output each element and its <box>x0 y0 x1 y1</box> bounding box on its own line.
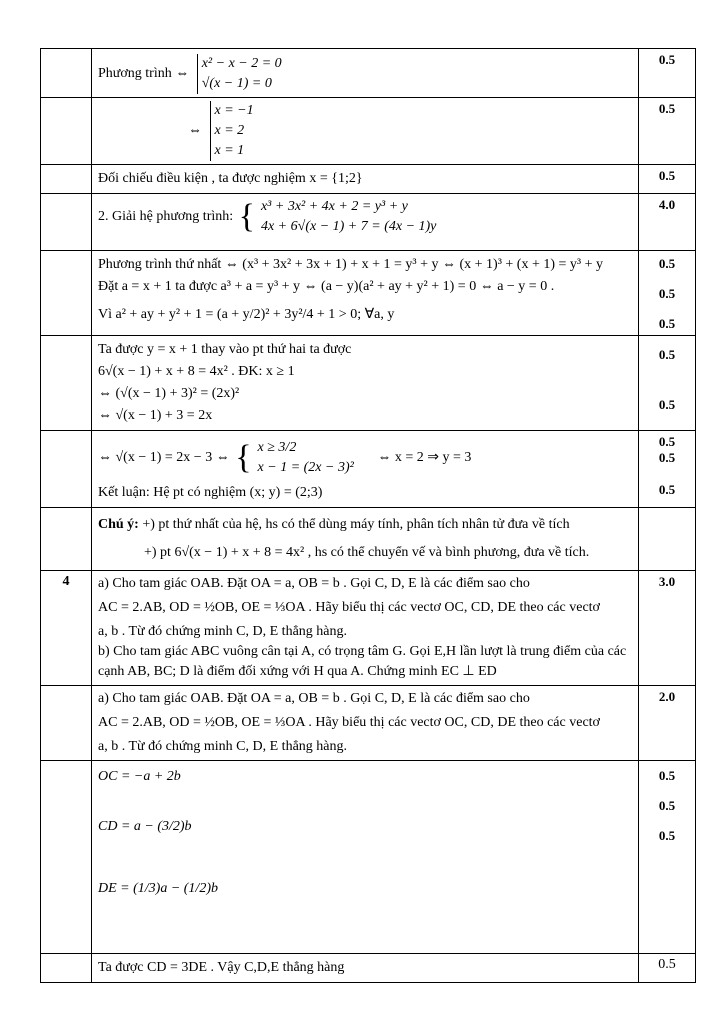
equation: x − 1 = (2x − 3)² <box>257 460 354 475</box>
solution-cell <box>92 761 639 954</box>
problem-text: cạnh AB, BC; D là điểm đối xứng với H qua A. Chứng minh EC ⊥ ED <box>98 664 497 679</box>
note-label: Chú ý: <box>98 517 139 532</box>
problem-text: a) Cho tam giác OAB. Đặt OA = a, OB = b . Gọi C, D, E là các điểm sao cho <box>98 691 530 706</box>
step-text: 6√(x − 1) + x + 8 = 4x² . ĐK: x ≥ 1 <box>98 364 295 379</box>
question-number-cell <box>41 761 92 954</box>
equation: x = 2 <box>214 123 245 138</box>
points-cell <box>639 431 696 508</box>
step-text: ⇔ (√(x − 1) + 3)² = (2x)² <box>98 386 240 401</box>
brace-icon: { <box>238 198 255 235</box>
problem-text: b) Cho tam giác ABC vuông cân tại A, có trọng tâm G. Gọi E,H lần lượt là trung điểm của các <box>98 644 627 659</box>
equation: x = 1 <box>214 143 245 158</box>
points-value: 3.0 <box>658 574 676 589</box>
note-cell <box>92 508 639 571</box>
equation: x³ + 3x² + 4x + 2 = y³ + y <box>260 199 408 214</box>
problem-cell <box>92 686 639 761</box>
points-value: 0.5 <box>658 168 676 183</box>
question-number-cell <box>41 336 92 431</box>
question-number-cell <box>41 251 92 336</box>
step-text: ⇔ √(x − 1) + 3 = 2x <box>98 408 213 423</box>
table-row <box>41 98 696 165</box>
table-row <box>41 508 696 571</box>
problem-text: AC = 2.AB, OD = ½OB, OE = ⅓OA . Hãy biểu thị các vectơ OC, CD, DE theo các vectơ <box>98 715 600 730</box>
problem-cell <box>92 571 639 686</box>
table-row <box>41 336 696 431</box>
table-row <box>41 49 696 98</box>
points-value: 0.5 <box>658 316 676 331</box>
solution-cell <box>92 194 639 251</box>
question-number-cell <box>41 508 92 571</box>
step-text: Vì a² + ay + y² + 1 = (a + y/2)² + 3y²/4 + 1 > 0; ∀a, y <box>98 307 395 322</box>
note-text: +) pt thứ nhất của hệ, hs có thể dùng máy tính, phân tích nhân tử đưa về tích <box>138 517 570 532</box>
table-row <box>41 251 696 336</box>
points-cell <box>639 686 696 761</box>
points-value: 0.5 <box>658 397 676 412</box>
points-cell <box>639 49 696 98</box>
problem-text: a) Cho tam giác OAB. Đặt OA = a, OB = b . Gọi C, D, E là các điểm sao cho <box>98 576 530 591</box>
points-value: 0.5 <box>658 768 676 783</box>
question-number-cell <box>41 194 92 251</box>
table-row <box>41 761 696 954</box>
table-row <box>41 571 696 686</box>
question-number-cell <box>41 98 92 165</box>
equation-system <box>197 54 282 94</box>
step-text: 2. Giải hệ phương trình: <box>98 209 234 225</box>
points-cell <box>639 508 696 571</box>
grading-table <box>40 48 696 983</box>
points-cell <box>639 571 696 686</box>
vector-de: DE = (1/3)a − (1/2)b <box>98 881 218 896</box>
question-number-cell <box>41 686 92 761</box>
points-value: 0.5 <box>658 450 676 465</box>
solution-cell <box>92 49 639 98</box>
problem-text: AC = 2.AB, OD = ½OB, OE = ⅓OA . Hãy biểu thị các vectơ OC, CD, DE theo các vectơ <box>98 600 600 615</box>
solution-cell <box>92 954 639 983</box>
step-text: Phương trình ⇔ <box>98 66 190 82</box>
step-text: Phương trình thứ nhất ⇔ (x³ + 3x² + 3x + 1) + x + 1 = y³ + y ⇔ (x + 1)³ + (x + 1) = y³ + y <box>98 257 604 272</box>
points-value: 0.5 <box>658 52 676 67</box>
points-value: 0.5 <box>658 434 676 449</box>
equation-system <box>257 197 436 237</box>
points-value: 0.5 <box>658 957 676 972</box>
points-cell <box>639 954 696 983</box>
equation: x ≥ 3/2 <box>257 440 297 455</box>
points-value: 0.5 <box>658 101 676 116</box>
equation: x = −1 <box>214 103 254 118</box>
question-number-cell <box>41 431 92 508</box>
points-value: 0.5 <box>658 286 676 301</box>
table-row <box>41 431 696 508</box>
question-number: 4 <box>41 571 92 686</box>
solution-cell <box>92 165 639 194</box>
equation: 4x + 6√(x − 1) + 7 = (4x − 1)y <box>260 219 437 234</box>
step-text: Ta được y = x + 1 thay vào pt thứ hai ta được <box>98 342 352 357</box>
points-value: 2.0 <box>658 689 676 704</box>
step-text: Đối chiếu điều kiện , ta được nghiệm x = {1;2} <box>98 171 363 186</box>
solution-cell <box>92 98 639 165</box>
points-cell <box>639 194 696 251</box>
conclusion-text: Kết luận: Hệ pt có nghiệm (x; y) = (2;3) <box>98 485 323 500</box>
question-number-cell <box>41 165 92 194</box>
points-cell <box>639 761 696 954</box>
table-row <box>41 686 696 761</box>
points-value: 0.5 <box>658 798 676 813</box>
table-row <box>41 954 696 983</box>
points-value: 4.0 <box>658 197 676 212</box>
points-value: 0.5 <box>658 256 676 271</box>
points-value: 0.5 <box>658 347 676 362</box>
points-cell <box>639 98 696 165</box>
step-text: ⇔ √(x − 1) = 2x − 3 ⇔ <box>98 450 230 466</box>
conclusion-text: Ta được CD = 3DE . Vậy C,D,E thẳng hàng <box>98 960 345 975</box>
solution-cell <box>92 251 639 336</box>
table-row <box>41 165 696 194</box>
equation-system <box>210 101 254 161</box>
vector-oc: OC = −a + 2b <box>98 769 181 784</box>
problem-text: a, b . Từ đó chứng minh C, D, E thẳng hàng. <box>98 739 347 754</box>
solution-cell <box>92 336 639 431</box>
points-cell <box>639 251 696 336</box>
points-value: 0.5 <box>658 482 676 497</box>
equation-system <box>254 438 354 478</box>
question-number-cell <box>41 954 92 983</box>
equation: x² − x − 2 = 0 <box>201 56 282 71</box>
equation: √(x − 1) = 0 <box>201 76 272 91</box>
step-text: ⇔ x = 2 ⇒ y = 3 <box>377 450 472 466</box>
solution-cell <box>92 431 639 508</box>
points-cell <box>639 336 696 431</box>
points-value: 0.5 <box>658 828 676 843</box>
brace-icon: { <box>235 439 252 476</box>
question-number-cell <box>41 49 92 98</box>
step-text: ⇔ <box>188 123 202 139</box>
table-row <box>41 194 696 251</box>
note-text: +) pt 6√(x − 1) + x + 8 = 4x² , hs có thể chuyển vế và bình phương, đưa về tích. <box>144 545 590 560</box>
vector-cd: CD = a − (3/2)b <box>98 819 192 834</box>
points-cell <box>639 165 696 194</box>
problem-text: a, b . Từ đó chứng minh C, D, E thẳng hàng. <box>98 624 347 639</box>
step-text: Đặt a = x + 1 ta được a³ + a = y³ + y ⇔ (a − y)(a² + ay + y² + 1) = 0 ⇔ a − y = 0 . <box>98 279 555 294</box>
